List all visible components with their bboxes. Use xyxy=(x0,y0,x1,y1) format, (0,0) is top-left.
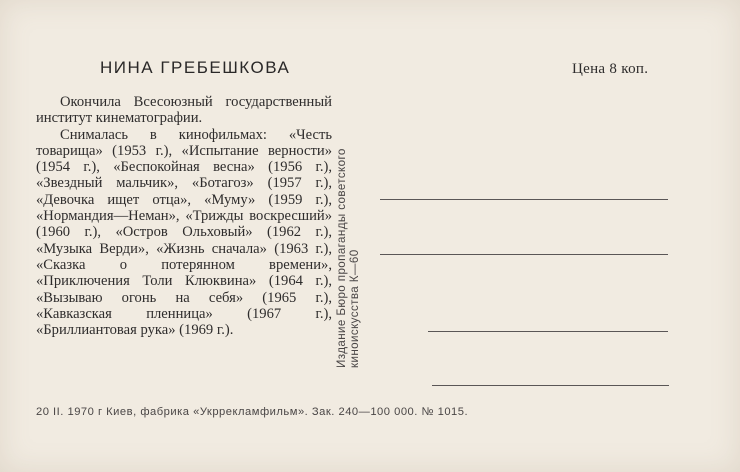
biography-text xyxy=(36,94,332,338)
price-label: Цена 8 коп. xyxy=(572,61,649,77)
address-line-1 xyxy=(380,199,668,200)
publisher-note xyxy=(336,98,361,368)
bio-filmography: Снималась в кинофильмах: «Честь товарища» (1953 г.), «Испытание верности» (1954 г.), «Беспокойная весна» (1956 г.), «Звездный мальчик», «Ботагоз» (1957 г.), «Девочка ищет отца», «Муму» (1959 г.), «Нормандия—Неман», «Трижды воскресший» (1960 г.), «Остров Ольховый» (1962 г.), «Музыка Верди», «Жизнь сначала» (1963 г.), «Сказка о потерянном времени», «Приключения Толи Клюквина» (1964 г.), «Вызываю огонь на себя» (1965 г.), «Кавказская пленница» (1967 г.), «Бриллиантовая рука» (1969 г.). xyxy=(36,126,332,339)
address-line-3 xyxy=(428,331,668,332)
publisher-line-2: киноискусства К—60 xyxy=(347,249,361,368)
address-line-2 xyxy=(380,254,668,255)
print-imprint: 20 II. 1970 г Киев, фабрика «Укррекламфильм». Зак. 240—100 000. № 1015. xyxy=(36,406,469,418)
actress-name: НИНА ГРЕБЕШКОВА xyxy=(100,58,291,77)
publisher-line-1: Издание Бюро пропаганды советского xyxy=(335,148,348,368)
bio-education: Окончила Всесоюзный государственный институт кинематографии. xyxy=(36,94,332,127)
address-line-4 xyxy=(432,385,669,386)
